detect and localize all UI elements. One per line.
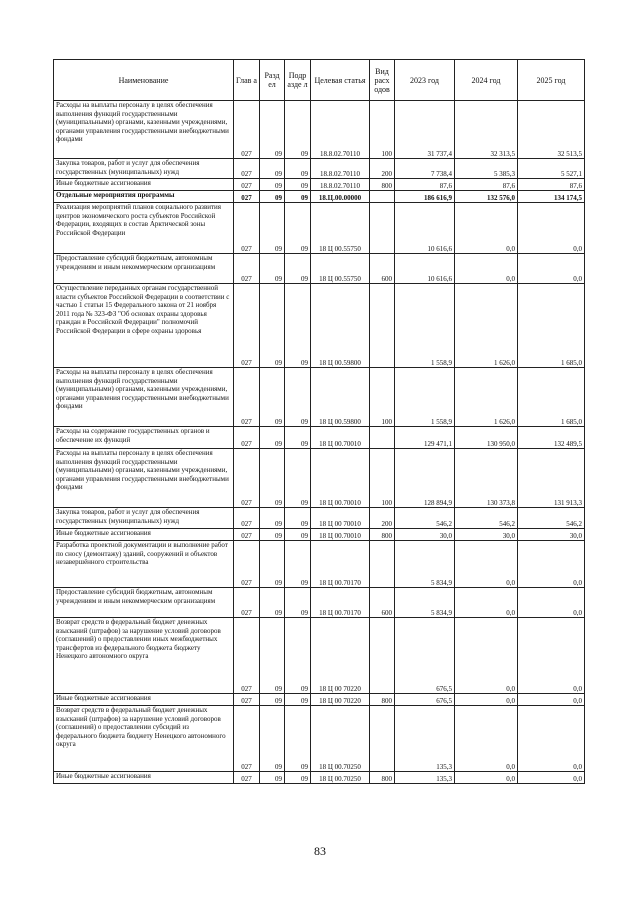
cell-glava: 027: [234, 179, 260, 191]
cell-y2023: 5 834,9: [395, 541, 455, 588]
cell-razdel: 09: [260, 427, 285, 449]
cell-vid: 600: [370, 254, 395, 284]
cell-podrazdel: 09: [285, 618, 311, 694]
cell-podrazdel: 09: [285, 508, 311, 529]
cell-razdel: 09: [260, 101, 285, 159]
cell-y2023: 87,6: [395, 179, 455, 191]
table-row: [54, 368, 585, 427]
cell-vid: 800: [370, 772, 395, 784]
cell-name: Иные бюджетные ассигнования: [54, 772, 234, 784]
header-2023: 2023 год: [395, 60, 455, 101]
table-row: [54, 179, 585, 191]
cell-glava: 027: [234, 618, 260, 694]
cell-podrazdel: 09: [285, 449, 311, 508]
cell-glava: 027: [234, 191, 260, 203]
header-glava: Глав а: [234, 60, 260, 101]
table-row: [54, 618, 585, 694]
cell-name: Расходы на выплаты персоналу в целях обеспечения выполнения функций государственными (муниципальными) органами, казенными учреждениями, органами управления государственными внебюджетными фондами: [54, 101, 234, 159]
cell-vid: 200: [370, 508, 395, 529]
cell-y2025: 0,0: [518, 618, 585, 694]
cell-target: 18 Ц 00.70010: [311, 449, 370, 508]
table-body: [54, 101, 585, 784]
cell-target: 18 Ц 00.55750: [311, 254, 370, 284]
cell-y2024: 0,0: [455, 588, 518, 618]
header-vid: Вид расх одов: [370, 60, 395, 101]
table-header-row: [54, 60, 585, 101]
cell-y2024: 0,0: [455, 706, 518, 772]
cell-y2023: 7 738,4: [395, 159, 455, 179]
cell-glava: 027: [234, 508, 260, 529]
cell-podrazdel: 09: [285, 541, 311, 588]
cell-glava: 027: [234, 159, 260, 179]
cell-y2023: 186 616,9: [395, 191, 455, 203]
cell-name: Расходы на выплаты персоналу в целях обеспечения выполнения функций государственными (муниципальными) органами, казенными учреждениями, органами управления государственными внебюджетными фондами: [54, 368, 234, 427]
table-row: [54, 694, 585, 706]
cell-target: 18.8.02.70110: [311, 159, 370, 179]
header-razdel: Разд ел: [260, 60, 285, 101]
cell-y2024: 132 576,0: [455, 191, 518, 203]
cell-y2023: 30,0: [395, 529, 455, 541]
cell-razdel: 09: [260, 368, 285, 427]
cell-podrazdel: 09: [285, 203, 311, 254]
table-row: [54, 449, 585, 508]
header-2025: 2025 год: [518, 60, 585, 101]
cell-y2024: 546,2: [455, 508, 518, 529]
cell-y2024: 32 313,5: [455, 101, 518, 159]
cell-target: 18.8.02.70110: [311, 101, 370, 159]
cell-glava: 027: [234, 449, 260, 508]
cell-y2025: 134 174,5: [518, 191, 585, 203]
cell-y2024: 0,0: [455, 203, 518, 254]
cell-y2025: 0,0: [518, 588, 585, 618]
header-target: Целевая статья: [311, 60, 370, 101]
cell-target: 18 Ц 00 70220: [311, 694, 370, 706]
cell-vid: 100: [370, 101, 395, 159]
cell-vid: 100: [370, 449, 395, 508]
cell-target: 18 Ц 00.70010: [311, 427, 370, 449]
cell-vid: [370, 427, 395, 449]
cell-y2023: 135,3: [395, 706, 455, 772]
cell-podrazdel: 09: [285, 159, 311, 179]
cell-name: Иные бюджетные ассигнования: [54, 529, 234, 541]
cell-podrazdel: 09: [285, 101, 311, 159]
table-row: [54, 191, 585, 203]
cell-y2025: 0,0: [518, 706, 585, 772]
cell-y2024: 0,0: [455, 618, 518, 694]
table-row: [54, 541, 585, 588]
cell-glava: 027: [234, 368, 260, 427]
cell-target: 18 Ц 00.55750: [311, 203, 370, 254]
cell-y2025: 131 913,3: [518, 449, 585, 508]
cell-razdel: 09: [260, 191, 285, 203]
cell-y2025: 30,0: [518, 529, 585, 541]
cell-y2023: 1 558,9: [395, 368, 455, 427]
cell-y2025: 5 527,1: [518, 159, 585, 179]
cell-glava: 027: [234, 694, 260, 706]
cell-target: 18 Ц 00.59800: [311, 368, 370, 427]
cell-y2025: 0,0: [518, 694, 585, 706]
budget-table: [53, 59, 585, 784]
cell-y2024: 5 385,3: [455, 159, 518, 179]
cell-target: 18.8.02.70110: [311, 179, 370, 191]
page-number: 83: [314, 844, 326, 858]
table-row: [54, 508, 585, 529]
cell-podrazdel: 09: [285, 694, 311, 706]
cell-glava: 027: [234, 541, 260, 588]
cell-razdel: 09: [260, 284, 285, 368]
cell-glava: 027: [234, 203, 260, 254]
cell-razdel: 09: [260, 159, 285, 179]
cell-y2023: 10 616,6: [395, 203, 455, 254]
cell-y2023: 676,5: [395, 618, 455, 694]
cell-name: Разработка проектной документации и выполнение работ по сносу (демонтажу) зданий, сооружений и объектов незавершённого строительства: [54, 541, 234, 588]
table-row: [54, 254, 585, 284]
cell-razdel: 09: [260, 618, 285, 694]
cell-podrazdel: 09: [285, 706, 311, 772]
table-row: [54, 159, 585, 179]
cell-name: Расходы на выплаты персоналу в целях обеспечения выполнения функций государственными (муниципальными) органами, казенными учреждениями, органами управления государственными внебюджетными фондами: [54, 449, 234, 508]
cell-vid: [370, 284, 395, 368]
cell-y2024: 1 626,0: [455, 368, 518, 427]
cell-target: 18 Ц 00.70010: [311, 529, 370, 541]
cell-y2025: 1 685,0: [518, 284, 585, 368]
table-row: [54, 427, 585, 449]
cell-glava: 027: [234, 254, 260, 284]
cell-vid: [370, 618, 395, 694]
cell-y2025: 32 513,5: [518, 101, 585, 159]
cell-name: Возврат средств в федеральный бюджет денежных взысканий (штрафов) за нарушение условий договоров (соглашений) о предоставлении субсидий из федерального бюджета бюджету Ненецкого автономного округа: [54, 706, 234, 772]
cell-target: 18 Ц 00.59800: [311, 284, 370, 368]
cell-vid: 800: [370, 694, 395, 706]
cell-glava: 027: [234, 588, 260, 618]
cell-y2025: 1 685,0: [518, 368, 585, 427]
cell-y2023: 546,2: [395, 508, 455, 529]
cell-razdel: 09: [260, 449, 285, 508]
cell-y2023: 10 616,6: [395, 254, 455, 284]
cell-name: Иные бюджетные ассигнования: [54, 179, 234, 191]
cell-name: Реализация мероприятий планов социального развития центров экономического роста субъектов Российской Федерации, входящих в состав Арктической зоны Российской Федерации: [54, 203, 234, 254]
cell-podrazdel: 09: [285, 529, 311, 541]
cell-y2023: 31 737,4: [395, 101, 455, 159]
cell-name: Предоставление субсидий бюджетным, автономным учреждениям и иным некоммерческим организациям: [54, 588, 234, 618]
cell-y2023: 135,3: [395, 772, 455, 784]
cell-name: Иные бюджетные ассигнования: [54, 694, 234, 706]
cell-razdel: 09: [260, 588, 285, 618]
cell-podrazdel: 09: [285, 191, 311, 203]
cell-name: Осуществление переданных органам государственной власти субъектов Российской Федерации в соответствии с частью 1 статьи 15 Федерального закона от 21 ноября 2011 года № 323-ФЗ "Об основах охраны здоровья граждан в Российской Федерации" полномочий Российской Федерации в сфере охраны здоровья: [54, 284, 234, 368]
cell-podrazdel: 09: [285, 179, 311, 191]
cell-name: Отдельные мероприятия программы: [54, 191, 234, 203]
cell-target: 18 Ц 00.70170: [311, 541, 370, 588]
cell-y2024: 87,6: [455, 179, 518, 191]
cell-glava: 027: [234, 706, 260, 772]
cell-name: Предоставление субсидий бюджетным, автономным учреждениям и иным некоммерческим организациям: [54, 254, 234, 284]
cell-razdel: 09: [260, 706, 285, 772]
cell-podrazdel: 09: [285, 772, 311, 784]
cell-y2025: 132 489,5: [518, 427, 585, 449]
cell-y2025: 0,0: [518, 772, 585, 784]
cell-y2024: 1 626,0: [455, 284, 518, 368]
cell-glava: 027: [234, 529, 260, 541]
cell-vid: 100: [370, 368, 395, 427]
cell-podrazdel: 09: [285, 368, 311, 427]
cell-name: Расходы на содержание государственных органов и обеспечение их функций: [54, 427, 234, 449]
cell-y2023: 129 471,1: [395, 427, 455, 449]
cell-vid: 600: [370, 588, 395, 618]
cell-podrazdel: 09: [285, 284, 311, 368]
cell-podrazdel: 09: [285, 254, 311, 284]
table-row: [54, 203, 585, 254]
cell-glava: 027: [234, 284, 260, 368]
cell-razdel: 09: [260, 772, 285, 784]
cell-razdel: 09: [260, 694, 285, 706]
table-row: [54, 706, 585, 772]
cell-glava: 027: [234, 101, 260, 159]
cell-glava: 027: [234, 427, 260, 449]
cell-target: 18 Ц 00 70220: [311, 618, 370, 694]
cell-razdel: 09: [260, 203, 285, 254]
cell-glava: 027: [234, 772, 260, 784]
cell-y2025: 546,2: [518, 508, 585, 529]
cell-y2024: 130 950,0: [455, 427, 518, 449]
table-row: [54, 101, 585, 159]
cell-podrazdel: 09: [285, 588, 311, 618]
cell-razdel: 09: [260, 508, 285, 529]
cell-vid: 800: [370, 529, 395, 541]
cell-target: 18.Ц.00.00000: [311, 191, 370, 203]
table-row: [54, 284, 585, 368]
cell-vid: [370, 706, 395, 772]
cell-y2023: 676,5: [395, 694, 455, 706]
cell-y2023: 5 834,9: [395, 588, 455, 618]
cell-y2024: 30,0: [455, 529, 518, 541]
cell-target: 18 Ц 00.70250: [311, 706, 370, 772]
cell-razdel: 09: [260, 254, 285, 284]
cell-y2025: 0,0: [518, 203, 585, 254]
cell-vid: [370, 541, 395, 588]
cell-y2025: 0,0: [518, 541, 585, 588]
cell-vid: 800: [370, 179, 395, 191]
cell-target: 18 Ц 00 70010: [311, 508, 370, 529]
cell-y2023: 1 558,9: [395, 284, 455, 368]
cell-target: 18 Ц 00.70170: [311, 588, 370, 618]
cell-vid: [370, 203, 395, 254]
cell-y2024: 130 373,8: [455, 449, 518, 508]
table-row: [54, 588, 585, 618]
cell-podrazdel: 09: [285, 427, 311, 449]
cell-razdel: 09: [260, 541, 285, 588]
cell-y2025: 0,0: [518, 254, 585, 284]
cell-y2025: 87,6: [518, 179, 585, 191]
header-podrazdel: Подр азде л: [285, 60, 311, 101]
cell-name: Закупка товаров, работ и услуг для обеспечения государственных (муниципальных) нужд: [54, 159, 234, 179]
cell-vid: 200: [370, 159, 395, 179]
table-row: [54, 529, 585, 541]
cell-y2024: 0,0: [455, 694, 518, 706]
cell-vid: [370, 191, 395, 203]
cell-name: Закупка товаров, работ и услуг для обеспечения государственных (муниципальных) нужд: [54, 508, 234, 529]
cell-razdel: 09: [260, 529, 285, 541]
cell-name: Возврат средств в федеральный бюджет денежных взысканий (штрафов) за нарушение условий договоров (соглашений) о предоставлении иных межбюджетных трансфертов из федерального бюджета бюджету Ненецкого автономного округа: [54, 618, 234, 694]
table-row: [54, 772, 585, 784]
cell-y2024: 0,0: [455, 772, 518, 784]
cell-y2023: 128 894,9: [395, 449, 455, 508]
cell-y2024: 0,0: [455, 541, 518, 588]
header-name: Наименование: [54, 60, 234, 101]
header-2024: 2024 год: [455, 60, 518, 101]
cell-y2024: 0,0: [455, 254, 518, 284]
cell-razdel: 09: [260, 179, 285, 191]
cell-target: 18 Ц 00.70250: [311, 772, 370, 784]
